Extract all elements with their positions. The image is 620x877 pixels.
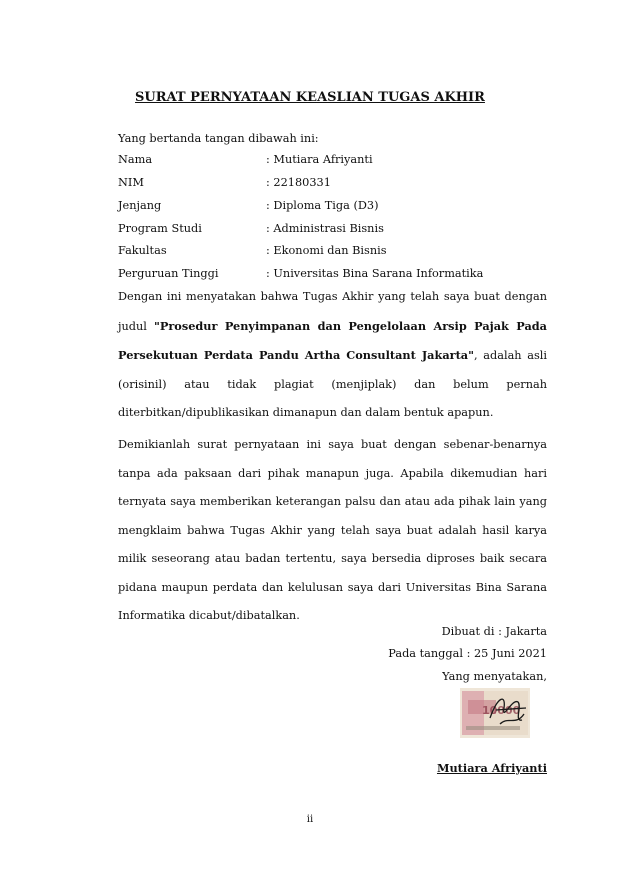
field-label: Nama bbox=[118, 153, 153, 166]
field-value: : Ekonomi dan Bisnis bbox=[266, 244, 387, 257]
field-row-jenjang bbox=[118, 199, 548, 219]
signer-name: Mutiara Afriyanti bbox=[436, 761, 547, 775]
field-label: Jenjang bbox=[118, 199, 162, 212]
field-value: : Administrasi Bisnis bbox=[266, 222, 384, 235]
stamp-value: 10000 bbox=[482, 704, 521, 717]
field-label: Fakultas bbox=[118, 244, 167, 257]
field-value: : Mutiara Afriyanti bbox=[266, 153, 373, 166]
field-value: : Diploma Tiga (D3) bbox=[266, 199, 379, 212]
field-label: Perguruan Tinggi bbox=[118, 267, 219, 280]
sign-place: Dibuat di : Jakarta bbox=[441, 625, 547, 638]
paragraph-tail: , adalah asli (orisinil) atau tidak plagiat (menjiplak) dan belum pernah diterbitkan/dipublikasikan dimanapun dan dalam bentuk apapun. bbox=[118, 349, 547, 419]
intro-text: Yang bertanda tangan dibawah ini: bbox=[118, 132, 319, 145]
field-row-fakultas bbox=[118, 244, 548, 264]
paragraph-lead: Dengan ini menyatakan bahwa Tugas Akhir yang telah saya buat dengan judul bbox=[118, 290, 547, 333]
field-label: Program Studi bbox=[118, 222, 202, 235]
document-title: SURAT PERNYATAAN KEASLIAN TUGAS AKHIR bbox=[135, 90, 485, 105]
meterai-stamp-signature bbox=[460, 688, 530, 738]
thesis-title: "Prosedur Penyimpanan dan Pengelolaan Arsip Pajak Pada Persekutuan Perdata Pandu Artha Consultant Jakarta" bbox=[118, 318, 547, 362]
declaration-paragraph: Demikianlah surat pernyataan ini saya buat dengan sebenar-benarnya tanpa ada paksaan dari pihak manapun juga. Apabila dikemudian hari ternyata saya memberikan keterangan palsu dan atau ada pihak lain yang mengklaim bahwa Tugas Akhir yang telah saya buat adalah hasil karya milik seseorang atau badan tertentu, saya bersedia diproses baik secara pidana maupun perdata dan kelulusan saya dari Universitas Bina Sarana Informatika dicabut/dibatalkan. bbox=[118, 438, 547, 622]
field-value: : Universitas Bina Sarana Informatika bbox=[266, 267, 484, 280]
field-row-nama bbox=[118, 153, 548, 173]
field-value: : 22180331 bbox=[266, 176, 331, 189]
statement-paragraph bbox=[118, 283, 547, 428]
field-label: NIM bbox=[118, 176, 144, 189]
sign-closing: Yang menyatakan, bbox=[442, 670, 547, 683]
field-row-nim bbox=[118, 176, 548, 196]
field-row-program-studi bbox=[118, 222, 548, 242]
page-number: ii bbox=[306, 814, 314, 825]
sign-date: Pada tanggal : 25 Juni 2021 bbox=[388, 647, 547, 660]
